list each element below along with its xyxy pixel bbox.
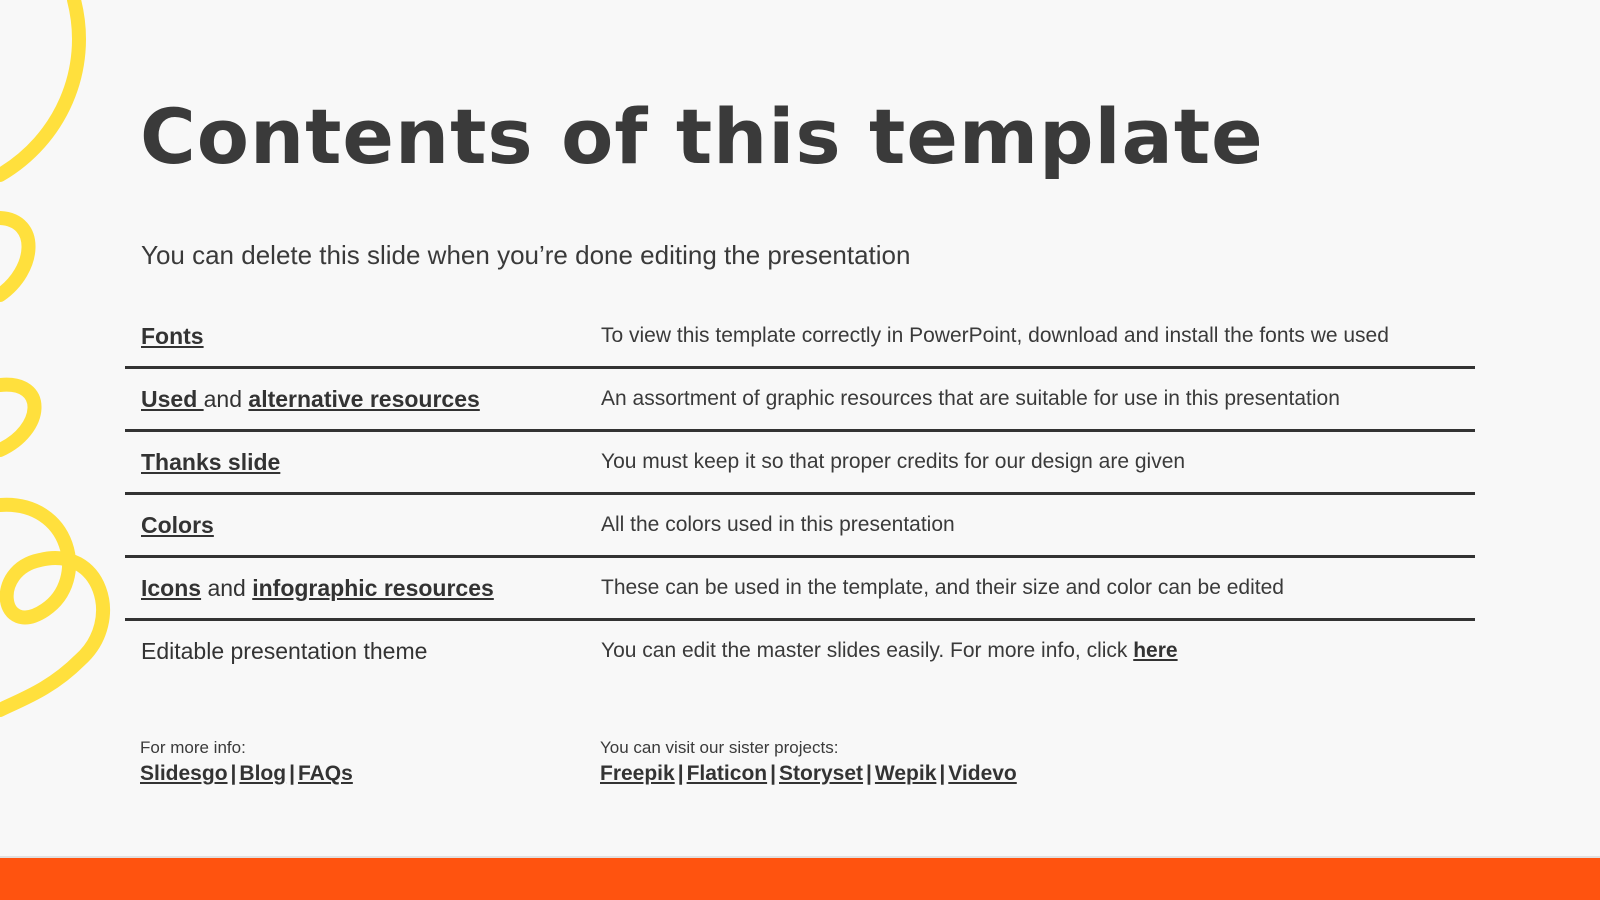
thanks-slide-link[interactable]: Thanks slide — [141, 448, 281, 475]
row-description: An assortment of graphic resources that are suitable for use in this presentation — [601, 387, 1340, 410]
wepik-link[interactable]: Wepik — [874, 762, 937, 785]
link-separator: | — [677, 762, 684, 785]
row-label — [125, 575, 601, 602]
footer-more-info — [140, 738, 353, 786]
table-row-thanks — [125, 432, 1475, 495]
row-label — [125, 512, 601, 539]
table-row-icons — [125, 558, 1475, 621]
table-row-fonts — [125, 306, 1475, 369]
infographic-resources-link[interactable]: infographic resources — [252, 574, 494, 601]
footer-sister-projects-links — [600, 762, 1017, 786]
yellow-squiggle-decoration — [0, 0, 140, 740]
slidesgo-link[interactable]: Slidesgo — [140, 762, 228, 785]
row-description: You must keep it so that proper credits for our design are given — [601, 450, 1186, 473]
row-description: All the colors used in this presentation — [601, 513, 955, 536]
link-separator: | — [289, 762, 295, 785]
storyset-link[interactable]: Storyset — [779, 762, 864, 785]
footer-sister-projects-label: You can visit our sister projects: — [600, 738, 839, 757]
table-row-theme — [125, 621, 1475, 681]
row-description: These can be used in the template, and their size and color can be edited — [601, 576, 1284, 599]
icons-link[interactable]: Icons — [141, 574, 202, 601]
row-description: To view this template correctly in PowerPoint, download and install the fonts we used — [601, 324, 1389, 347]
page-title: Contents of this template — [140, 92, 1264, 181]
faqs-link[interactable]: FAQs — [297, 762, 353, 785]
page-subtitle: You can delete this slide when you’re done editing the presentation — [141, 240, 911, 270]
footer-more-info-links — [140, 762, 353, 786]
here-link[interactable]: here — [1133, 639, 1178, 662]
freepik-link[interactable]: Freepik — [600, 762, 675, 785]
row-label — [125, 449, 601, 476]
link-separator: | — [770, 762, 776, 785]
table-row-resources — [125, 369, 1475, 432]
row-description — [601, 639, 1475, 663]
footer-more-info-label: For more info: — [140, 738, 246, 757]
blog-link[interactable]: Blog — [239, 762, 287, 785]
table-row-colors — [125, 495, 1475, 558]
footer-sister-projects — [600, 738, 1017, 786]
link-separator: | — [939, 762, 946, 785]
row-label: Editable presentation theme — [141, 637, 428, 664]
flaticon-link[interactable]: Flaticon — [686, 762, 768, 785]
row-label — [125, 386, 601, 413]
link-separator: | — [866, 762, 872, 785]
row-label-joiner: and — [207, 574, 246, 601]
orange-bottom-bar — [0, 858, 1600, 900]
colors-link[interactable]: Colors — [141, 511, 214, 538]
used-resources-link[interactable]: Used — [141, 385, 204, 412]
row-label-joiner: and — [203, 385, 243, 412]
alternative-resources-link[interactable]: alternative resources — [248, 385, 480, 412]
row-description-text: You can edit the master slides easily. For more info, click — [601, 639, 1134, 662]
link-separator: | — [230, 762, 237, 785]
fonts-link[interactable]: Fonts — [141, 322, 204, 349]
videvo-link[interactable]: Videvo — [948, 762, 1017, 785]
row-label — [125, 323, 601, 350]
contents-table — [125, 306, 1475, 681]
